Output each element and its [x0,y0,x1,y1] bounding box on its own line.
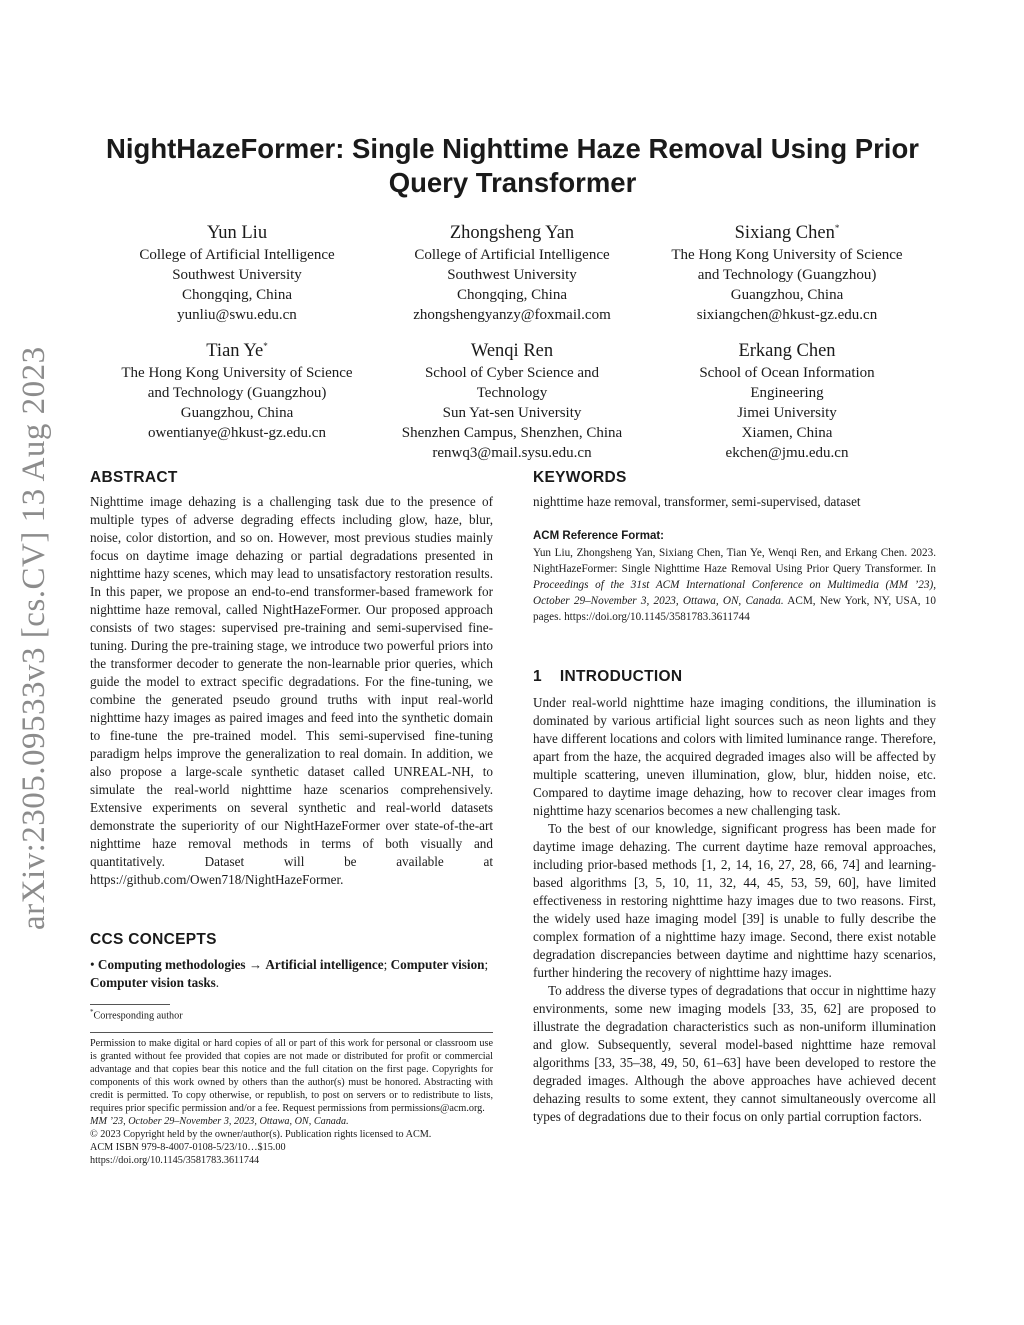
author-email: renwq3@mail.sysu.edu.cn [432,445,592,462]
author-affiliation: Jimei University [737,405,837,422]
permission-doi: https://doi.org/10.1145/3581783.3611744 [90,1155,260,1166]
abstract-heading: ABSTRACT [90,469,178,486]
keywords-section [533,469,936,511]
author-name: Yun Liu [206,223,268,244]
footnote-mark: * [90,1008,94,1016]
author-affiliation: College of Artificial Intelligence [414,247,610,264]
acm-reference-heading: ACM Reference Format: [533,530,664,542]
author-affiliation: Southwest University [172,267,302,284]
author-affiliation: Technology [476,385,548,402]
keywords-text: nighttime haze removal, transformer, semi-supervised, dataset [533,494,861,509]
intro-paragraph: To address the diverse types of degradations that occur in nighttime hazy environments, some new imaging models [33, 35, 62] are proposed to illustrate the degradation characteristics such as non-uniform illumination and glow. Subsequently, several model-based nighttime haze removal algorithms [33, 35–38, 49, 50, 61–63] have been developed to restore the degraded images. Although the above approaches have achieved decent dehazing results to some extent, they cannot simultaneously overcome all types of degradations due to their focus on only partial corruption factors. [533,983,936,1124]
author-affiliation: Southwest University [447,267,577,284]
permission-text: Permission to make digital or hard copies of all or part of this work for personal or classroom use is granted without fee provided that copies are not made or distributed for profit or commercial advantage and that copies bear this notice and the full citation on the first page. Copyrights for components of this work owned by others than the author(s) must be honored. Abstracting with credit is permitted. To copy otherwise, or republish, to post on servers or to redistribute to lists, requires prior specific permission and/or a fee. Request permissions from permissions@acm.org. [90,1038,493,1114]
abstract-section [90,469,493,889]
footnote-text: Corresponding author [93,1010,183,1022]
permission-block [90,1037,493,1167]
arxiv-stamp: arXiv:2305.09533v3 [cs.CV] 13 Aug 2023 [16,346,52,930]
author-block [637,334,937,463]
ccs-text: • Computing methodologies → Artificial intelligence; Computer vision; Computer vision tasks. [90,957,489,990]
paper-title: NightHazeFormer: Single Nighttime Haze Removal Using Prior Query Transformer [106,133,919,198]
author-affiliation: and Technology (Guangzhou) [147,385,327,402]
author-name: Wenqi Ren [470,341,554,362]
author-email: sixiangchen@hkust-gz.edu.cn [696,307,878,324]
permission-copyright: © 2023 Copyright held by the owner/author(s). Publication rights licensed to ACM. [90,1129,432,1140]
author-affiliation: The Hong Kong University of Science [121,365,353,382]
author-affiliation: Sun Yat-sen University [442,405,582,422]
author-name: Zhongsheng Yan [449,223,575,244]
author-email: yunliu@swu.edu.cn [177,307,297,324]
author-affiliation: and Technology (Guangzhou) [697,267,877,284]
author-affiliation: Guangzhou, China [180,405,294,422]
ccs-heading: CCS CONCEPTS [90,931,217,948]
author-affiliation: Guangzhou, China [730,287,844,304]
acm-reference-text: Yun Liu, Zhongsheng Yan, Sixiang Chen, Tian Ye, Wenqi Ren, and Erkang Chen. 2023. NightHazeFormer: Single Nighttime Haze Removal Using Prior Query Transformer. In Proceedings of the 31st ACM International Conference on Multimedia (MM ’23), October 29–November 3, 2023, Ottawa, ON, Canada. ACM, New York, NY, USA, 10 pages. https://doi.org/10.1145/3581783.3611744 [533,547,936,623]
acm-reference [533,530,936,625]
author-block [362,334,662,463]
author-affiliation: Shenzhen Campus, Shenzhen, China [401,425,623,442]
author-affiliation: The Hong Kong University of Science [671,247,903,264]
intro-paragraph: Under real-world nighttime haze imaging conditions, the illumination is dominated by various artificial light sources such as neon lights and they have different locations and colors with limited luminance range. Therefore, apart from the haze, the acquired degraded images also will be affected by multiple scattering, uneven illumination, glow, blur, hidden noise, etc. Compared to daytime image dehazing, how to recover clear images from nighttime hazy scenarios becomes a new challenging task. [533,695,936,818]
author-affiliation: Xiamen, China [741,425,833,442]
permission-venue: MM ’23, October 29–November 3, 2023, Ottawa, ON, Canada. [90,1116,349,1127]
footnote [90,1006,493,1022]
author-email: ekchen@jmu.edu.cn [725,445,849,462]
author-affiliation: College of Artificial Intelligence [139,247,335,264]
author-name: Tian Ye* [206,341,268,362]
introduction-section [533,668,936,1126]
author-block [637,216,937,325]
permission-rule [90,1032,493,1033]
ccs-section [90,931,493,992]
author-block [87,216,387,325]
author-affiliation: Chongqing, China [181,287,292,304]
author-email: owentianye@hkust-gz.edu.cn [148,425,326,442]
author-name: Erkang Chen [738,341,836,362]
abstract-text: Nighttime image dehazing is a challenging task due to the presence of multiple types of adverse degrading effects including glow, haze, blur, noise, color distortion, and so on. However, most previous studies mainly focus on daytime image dehazing or partial degradations presented in nighttime hazy scenes, which may lead to unsatisfactory restoration results. In this paper, we propose an end-to-end transformer-based framework for nighttime haze removal, called NightHazeFormer. Our proposed approach consists of two stages: supervised pre-training and semi-supervised fine-tuning. During the pre-training stage, we introduce two powerful priors into the transformer decoder to generate the non-learnable prior queries, which guide the model to extract specific degradations. For the fine-tuning, we combine the generated pseudo ground truths with input real-world nighttime hazy images as paired images and feed into the synthetic domain to fine-tune the pre-trained model. This semi-supervised fine-tuning paradigm helps improve the generalization to real domain. In addition, we also propose a large-scale synthetic dataset called UNREAL-NH, to simulate the real-world nighttime haze scenarios comprehensively. Extensive experiments on several synthetic and real-world datasets demonstrate the superiority of our NightHazeFormer over state-of-the-art nighttime haze removal methods in terms of both visually and quantitatively. Dataset will be available at https://github.com/Owen718/NightHazeFormer. [90,494,493,887]
introduction-heading: 1 INTRODUCTION [533,668,683,685]
permission-isbn: ACM ISBN 979-8-4007-0108-5/23/10…$15.00 [90,1142,286,1153]
author-affiliation: School of Ocean Information [699,365,875,382]
author-affiliation: School of Cyber Science and [424,365,600,382]
author-block [87,334,387,443]
author-block [362,216,662,325]
keywords-heading: KEYWORDS [533,469,627,486]
author-affiliation: Chongqing, China [456,287,567,304]
author-email: zhongshengyanzy@foxmail.com [413,307,611,324]
author-affiliation: Engineering [750,385,824,402]
author-name: Sixiang Chen* [734,223,840,244]
footnote-rule [90,1004,170,1005]
intro-paragraph: To the best of our knowledge, significant progress has been made for daytime image dehazing. The current daytime haze removal approaches, including prior-based methods [1, 2, 14, 16, 27, 28, 66, 74] and learning-based algorithms [3, 5, 10, 11, 32, 44, 45, 53, 59, 60], have limited effectiveness in restoring nighttime hazy images due to two reasons. First, the widely used haze imaging model [39] is unable to fully describe the complex formation of a nighttime hazy image. Second, there exist notable degradation discrepancies between daytime and nighttime hazy scenarios, further hindering the recovery of nighttime hazy images. [533,821,936,980]
